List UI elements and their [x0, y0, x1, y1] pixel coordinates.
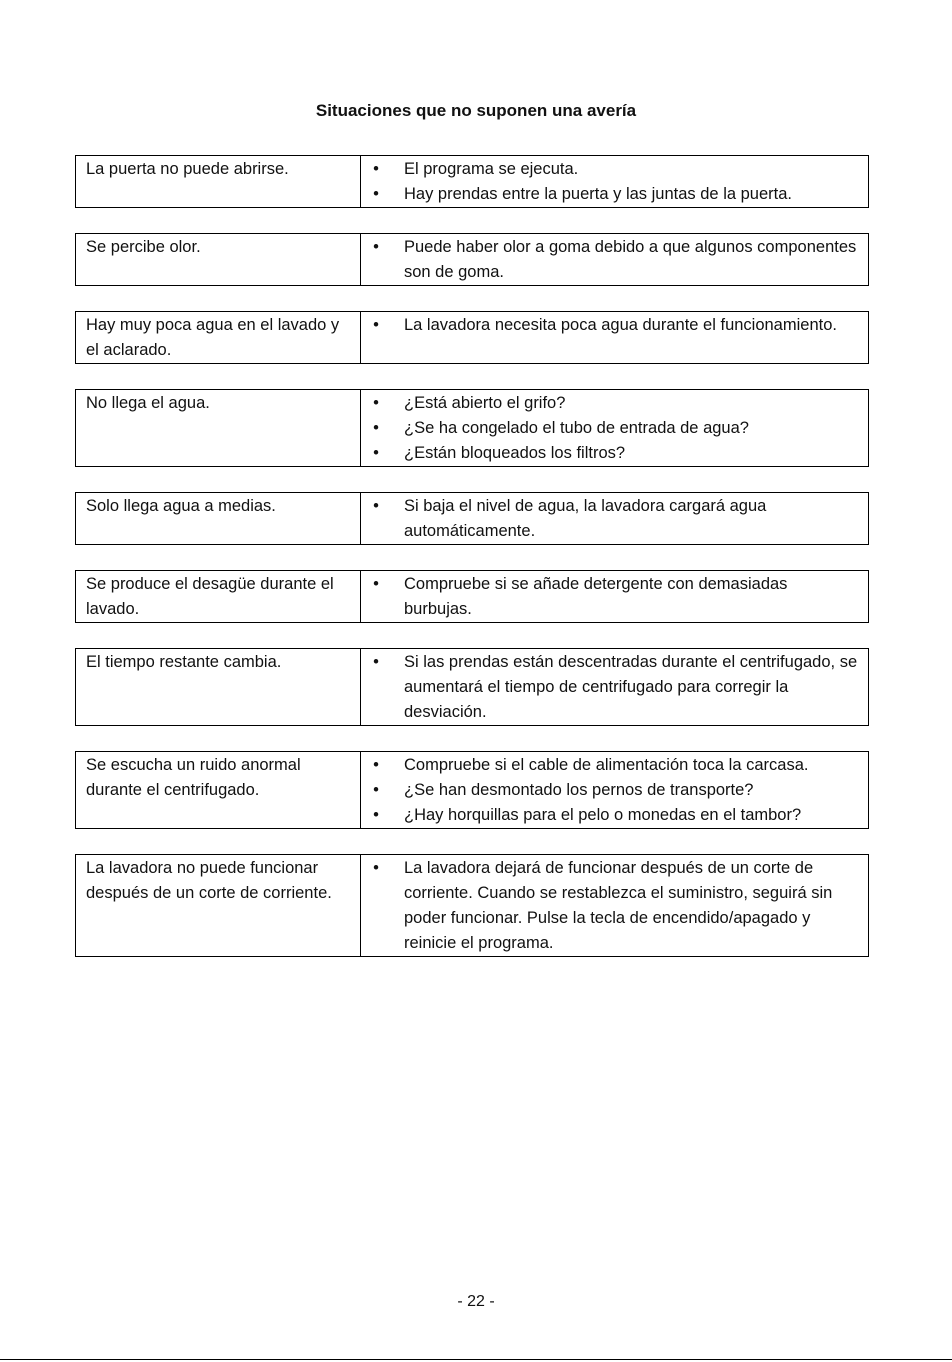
- list-item: [361, 441, 858, 466]
- troubleshooting-tables: [75, 155, 869, 982]
- situation-table: [75, 570, 869, 623]
- list-item: [361, 778, 858, 803]
- bullet-icon: •: [373, 394, 379, 412]
- situation-cell: [76, 156, 361, 208]
- list-item: [361, 391, 858, 416]
- table-row: [76, 752, 869, 829]
- table-row: [76, 493, 869, 545]
- page-number: - 22 -: [457, 1293, 495, 1310]
- bullet-icon: •: [373, 859, 379, 877]
- cause-text: ¿Están bloqueados los filtros?: [404, 444, 626, 462]
- causes-list: [361, 650, 858, 725]
- list-item: [361, 313, 858, 338]
- situation-table: [75, 311, 869, 364]
- causes-list: [361, 391, 858, 466]
- causes-cell: [361, 649, 869, 726]
- list-item: [361, 650, 858, 725]
- cause-text: ¿Está abierto el grifo?: [404, 394, 566, 412]
- bullet-icon: •: [373, 756, 379, 774]
- cause-text: Hay prendas entre la puerta y las juntas de la puerta.: [404, 185, 792, 203]
- situation-table: [75, 155, 869, 208]
- causes-cell: [361, 493, 869, 545]
- cause-text: ¿Hay horquillas para el pelo o monedas en el tambor?: [404, 806, 802, 824]
- situation-text: El tiempo restante cambia.: [86, 653, 282, 671]
- causes-cell: [361, 855, 869, 957]
- cause-text: Compruebe si se añade detergente con demasiadas burbujas.: [404, 575, 788, 618]
- table-row: [76, 234, 869, 286]
- situation-text: Hay muy poca agua en el lavado y el aclarado.: [86, 316, 340, 359]
- situation-cell: [76, 390, 361, 467]
- situation-text: Se percibe olor.: [86, 238, 201, 256]
- bullet-icon: •: [373, 238, 379, 256]
- situation-text: No llega el agua.: [86, 394, 210, 412]
- bullet-icon: •: [373, 653, 379, 671]
- situation-table: [75, 389, 869, 467]
- causes-list: [361, 753, 858, 828]
- cause-text: La lavadora dejará de funcionar después de un corte de corriente. Cuando se restablezca el suministro, seguirá sin poder funcionar. Pulse la tecla de encendido/apagado y reinicie el programa.: [404, 859, 833, 952]
- cause-text: ¿Se han desmontado los pernos de transporte?: [404, 781, 754, 799]
- list-item: [361, 416, 858, 441]
- situation-text: La lavadora no puede funcionar después de un corte de corriente.: [86, 859, 332, 902]
- causes-list: [361, 572, 858, 622]
- situation-cell: [76, 855, 361, 957]
- causes-cell: [361, 156, 869, 208]
- causes-cell: [361, 234, 869, 286]
- situation-table: [75, 751, 869, 829]
- bullet-icon: •: [373, 781, 379, 799]
- table-row: [76, 390, 869, 467]
- list-item: [361, 157, 858, 182]
- cause-text: Si las prendas están descentradas durante el centrifugado, se aumentará el tiempo de centrifugado para corregir la desviación.: [404, 653, 858, 721]
- causes-list: [361, 235, 858, 285]
- list-item: [361, 182, 858, 207]
- situation-table: [75, 492, 869, 545]
- bullet-icon: •: [373, 575, 379, 593]
- situation-table: [75, 648, 869, 726]
- bullet-icon: •: [373, 419, 379, 437]
- cause-text: La lavadora necesita poca agua durante el funcionamiento.: [404, 316, 837, 334]
- bullet-icon: •: [373, 806, 379, 824]
- table-row: [76, 312, 869, 364]
- causes-list: [361, 494, 858, 544]
- table-row: [76, 855, 869, 957]
- causes-cell: [361, 571, 869, 623]
- situation-table: [75, 233, 869, 286]
- bullet-icon: •: [373, 316, 379, 334]
- bullet-icon: •: [373, 160, 379, 178]
- bullet-icon: •: [373, 444, 379, 462]
- list-item: [361, 235, 858, 285]
- page-title: Situaciones que no suponen una avería: [315, 101, 637, 120]
- situation-text: Se produce el desagüe durante el lavado.: [86, 575, 334, 618]
- situation-text: Solo llega agua a medias.: [86, 497, 276, 515]
- situation-text: La puerta no puede abrirse.: [86, 160, 289, 178]
- cause-text: El programa se ejecuta.: [404, 160, 579, 178]
- cause-text: Puede haber olor a goma debido a que algunos componentes son de goma.: [404, 238, 857, 281]
- footer-rule: [0, 1359, 952, 1360]
- table-row: [76, 156, 869, 208]
- causes-cell: [361, 390, 869, 467]
- causes-list: [361, 157, 858, 207]
- list-item: [361, 494, 858, 544]
- situation-text: Se escucha un ruido anormal durante el centrifugado.: [86, 756, 301, 799]
- causes-cell: [361, 752, 869, 829]
- situation-table: [75, 854, 869, 957]
- list-item: [361, 753, 858, 778]
- situation-cell: [76, 493, 361, 545]
- list-item: [361, 856, 858, 956]
- table-row: [76, 571, 869, 623]
- situation-cell: [76, 752, 361, 829]
- cause-text: Si baja el nivel de agua, la lavadora cargará agua automáticamente.: [404, 497, 767, 540]
- situation-cell: [76, 312, 361, 364]
- list-item: [361, 572, 858, 622]
- situation-cell: [76, 234, 361, 286]
- cause-text: ¿Se ha congelado el tubo de entrada de agua?: [404, 419, 749, 437]
- bullet-icon: •: [373, 185, 379, 203]
- cause-text: Compruebe si el cable de alimentación toca la carcasa.: [404, 756, 809, 774]
- table-row: [76, 649, 869, 726]
- causes-list: [361, 856, 858, 956]
- causes-cell: [361, 312, 869, 364]
- situation-cell: [76, 649, 361, 726]
- causes-list: [361, 313, 858, 338]
- situation-cell: [76, 571, 361, 623]
- bullet-icon: •: [373, 497, 379, 515]
- list-item: [361, 803, 858, 828]
